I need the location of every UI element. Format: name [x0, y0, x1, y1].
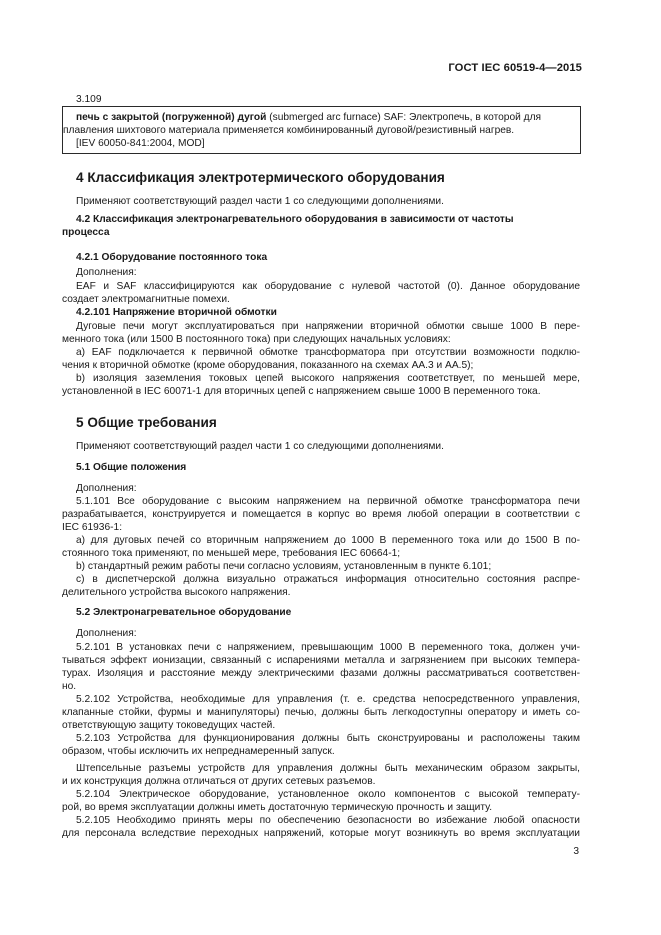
section-4-2-101-item-a-cont: чения к вторичной обмотке (кроме оборудования, показанного на схемах АА.3 и АА.5);: [62, 360, 474, 371]
section-5-2-105-text: 5.2.105 Необходимо принять меры по обеспечению безопасности во избежание любой опасности: [76, 815, 580, 826]
section-5-1-101-item-b: b) стандартный режим работы печи согласно условиям, установленным в пункте 6.101;: [76, 561, 492, 572]
section-5-heading: 5 Общие требования: [76, 415, 217, 430]
term-reference: [IEV 60050-841:2004, MOD]: [76, 138, 205, 149]
section-4-2-1-heading: 4.2.1 Оборудование постоянного тока: [76, 252, 268, 263]
section-4-2-1-additions: Дополнения:: [76, 267, 137, 278]
section-5-2-104-text-cont: рой, во время эксплуатации должны иметь достаточную термическую прочность и защиту.: [62, 802, 493, 813]
section-4-2-heading-cont: процесса: [62, 227, 110, 238]
section-5-2-101-text-end: но.: [62, 681, 77, 692]
section-4-2-heading: 4.2 Классификация электронагревательного оборудования в зависимости от частоты: [76, 214, 514, 225]
section-5-1-101-item-c: с) в диспетчерской должна визуально отражаться информация относительно состояния распре-: [76, 574, 580, 585]
section-4-heading: 4 Классификация электротермического оборудования: [76, 170, 445, 185]
term-definition-box: [62, 106, 581, 154]
section-5-intro: Применяют соответствующий раздел части 1 со следующими дополнениями.: [76, 441, 444, 452]
section-5-2-heading: 5.2 Электронагревательное оборудование: [76, 607, 292, 618]
section-5-2-additions: Дополнения:: [76, 628, 137, 639]
section-4-2-101-text-cont: менного тока (или 1500 В постоянного тока) при следующих начальных условиях:: [62, 334, 451, 345]
section-4-2-101-item-b-cont: установленной в IEC 60071-1 для вторичных цепей с напряжением свыше 1000 В переменного тока.: [62, 386, 541, 397]
section-5-1-101-item-a-cont: стоянного тока применяют, по меньшей мере, требования IEC 60664-1;: [62, 548, 401, 559]
section-5-2-101-text: 5.2.101 В установках печи с напряжением, превышающим 1000 В переменного тока, должен учи-: [76, 642, 580, 653]
term-line-2: плавления шихтового материала применяется комбинированный дуговой/резистивный нагрев.: [63, 125, 515, 136]
term-name: печь с закрытой (погруженной) дугой: [76, 112, 267, 123]
section-5-2-103-text: 5.2.103 Устройства для функционирования должны быть сконструированы и расположены таким: [76, 733, 580, 744]
section-5-1-101-text-cont: разрабатывается, конструируется и помещается в корпус во время любой операции в соответствии с: [62, 509, 580, 520]
section-5-2-104-text: 5.2.104 Электрическое оборудование, установленное около компонентов с высокой температу-: [76, 789, 580, 800]
section-5-2-102-text-end: ответствующую защиту токоведущих частей.: [62, 720, 276, 731]
section-5-2-105-text-cont: для персонала вследствие переходных напряжений, которые могут возникнуть во время эксплуатации: [62, 828, 580, 839]
section-4-2-1-text: EAF и SAF классифицируются как оборудование с нулевой частотой (0). Данное оборудование: [76, 281, 580, 292]
section-5-1-101-item-c-cont: делительного устройства высокого напряжения.: [62, 587, 291, 598]
section-5-1-101-text: 5.1.101 Все оборудование с высоким напряжением на первичной обмотке трансформатора печи: [76, 496, 580, 507]
term-definition-start: (submerged arc furnace) SAF: Электропечь, в которой для: [266, 112, 542, 123]
section-4-intro: Применяют соответствующий раздел части 1 со следующими дополнениями.: [76, 196, 444, 207]
plug-connectors-text-cont: и их конструкция должна отличаться от других сетевых разъемов.: [62, 776, 376, 787]
section-4-2-101-text: Дуговые печи могут эксплуатироваться при напряжении вторичной обмотки свыше 1000 В пере-: [76, 321, 580, 332]
section-5-2-102-text-cont: клапанные стойки, фурмы и манипуляторы) печью, должны быть легкодоступны оператору и иметь со-: [62, 707, 580, 718]
section-4-2-101-item-b: b) изоляция заземления токовых цепей высокого напряжения соответствует, по меньшей мере,: [76, 373, 580, 384]
section-5-2-101-text-cont: тываться эффект ионизации, связанный с испарениями металла и загрязнением при высоких темпера-: [62, 655, 580, 666]
section-5-2-103-text-cont: образом, чтобы исключить их непреднамеренный запуск.: [62, 746, 335, 757]
section-5-1-101-text-end: IEC 61936-1:: [62, 522, 123, 533]
term-line-1: [76, 111, 576, 124]
section-5-1-heading: 5.1 Общие положения: [76, 462, 187, 473]
section-5-2-101-text-cont2: турах. Изоляция и расстояние между электрическими фазами должны рассматриваться соответствен-: [62, 668, 580, 679]
section-4-2-101-heading: 4.2.101 Напряжение вторичной обмотки: [76, 307, 277, 318]
section-4-2-101-item-a: а) EAF подключается к первичной обмотке трансформатора при отсутствии возможности подклю-: [76, 347, 580, 358]
standard-header: ГОСТ IEC 60519-4—2015: [448, 62, 582, 74]
section-5-1-101-item-a: а) для дуговых печей со вторичным напряжением до 1000 В переменного тока или до 1500 В по-: [76, 535, 580, 546]
section-5-1-additions: Дополнения:: [76, 483, 137, 494]
term-number: 3.109: [76, 94, 102, 105]
section-4-2-1-text-cont: создает электромагнитные помехи.: [62, 294, 230, 305]
section-5-2-102-text: 5.2.102 Устройства, необходимые для управления (т. е. средства непосредственного управления,: [76, 694, 580, 705]
plug-connectors-text: Штепсельные разъемы устройств для управления должны быть механическим образом закрыты,: [76, 763, 580, 774]
page-number: 3: [573, 846, 579, 857]
